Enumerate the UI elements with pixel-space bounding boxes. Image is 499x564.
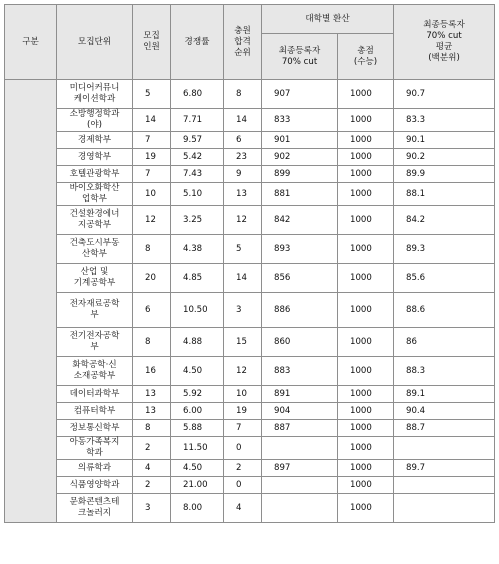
rank-cell: 12 xyxy=(224,206,262,235)
quota-cell: 7 xyxy=(133,132,171,149)
total-cell: 1000 xyxy=(338,494,394,523)
unit-cell: 식품영양학과 xyxy=(57,477,133,494)
ratio-cell: 7.71 xyxy=(171,109,224,132)
table-row xyxy=(5,437,495,460)
ratio-cell: 4.88 xyxy=(171,328,224,357)
rank-cell: 14 xyxy=(224,109,262,132)
table-row xyxy=(5,293,495,328)
unit-cell: 건설환경에너 지공학부 xyxy=(57,206,133,235)
cut-cell: 891 xyxy=(262,386,338,403)
unit-cell: 아동가족복지 학과 xyxy=(57,437,133,460)
unit-cell: 산업 및 기계공학부 xyxy=(57,264,133,293)
total-cell: 1000 xyxy=(338,264,394,293)
cut-cell: 883 xyxy=(262,357,338,386)
unit-cell: 문화콘텐츠테 크놀러지 xyxy=(57,494,133,523)
cut-cell: 907 xyxy=(262,80,338,109)
avg-cell xyxy=(394,437,495,460)
quota-cell: 8 xyxy=(133,235,171,264)
avg-cell: 89.3 xyxy=(394,235,495,264)
unit-cell: 컴퓨터학부 xyxy=(57,403,133,420)
cut-cell: 886 xyxy=(262,293,338,328)
avg-cell: 90.7 xyxy=(394,80,495,109)
rank-cell: 0 xyxy=(224,437,262,460)
admission-results-table xyxy=(4,4,495,523)
unit-cell: 경영학부 xyxy=(57,149,133,166)
ratio-cell: 4.85 xyxy=(171,264,224,293)
unit-cell: 경제학부 xyxy=(57,132,133,149)
avg-cell: 90.4 xyxy=(394,403,495,420)
ratio-cell: 5.10 xyxy=(171,183,224,206)
ratio-cell: 4.38 xyxy=(171,235,224,264)
avg-cell: 89.9 xyxy=(394,166,495,183)
table-row xyxy=(5,494,495,523)
avg-cell: 88.1 xyxy=(394,183,495,206)
header-gubun: 구분 xyxy=(5,5,57,80)
avg-cell: 88.7 xyxy=(394,420,495,437)
cut-cell xyxy=(262,437,338,460)
table-row xyxy=(5,166,495,183)
cut-cell: 842 xyxy=(262,206,338,235)
rank-cell: 2 xyxy=(224,460,262,477)
unit-cell: 데이터과학부 xyxy=(57,386,133,403)
header-quota: 모집 인원 xyxy=(133,5,171,80)
quota-cell: 19 xyxy=(133,149,171,166)
header-rank: 충원 합격 순위 xyxy=(224,5,262,80)
cut-cell: 899 xyxy=(262,166,338,183)
table-row xyxy=(5,109,495,132)
unit-cell: 전자재료공학 부 xyxy=(57,293,133,328)
quota-cell: 12 xyxy=(133,206,171,235)
ratio-cell: 6.00 xyxy=(171,403,224,420)
total-cell: 1000 xyxy=(338,293,394,328)
table-row xyxy=(5,183,495,206)
cut-cell: 881 xyxy=(262,183,338,206)
rank-cell: 3 xyxy=(224,293,262,328)
total-cell: 1000 xyxy=(338,80,394,109)
quota-cell: 8 xyxy=(133,420,171,437)
avg-cell: 88.6 xyxy=(394,293,495,328)
unit-cell: 소방행정학과 (야) xyxy=(57,109,133,132)
rank-cell: 4 xyxy=(224,494,262,523)
rank-cell: 12 xyxy=(224,357,262,386)
cut-cell: 897 xyxy=(262,460,338,477)
total-cell: 1000 xyxy=(338,386,394,403)
table-body xyxy=(5,80,495,523)
header-total: 총점 (수능) xyxy=(338,34,394,80)
total-cell: 1000 xyxy=(338,183,394,206)
cut-cell: 904 xyxy=(262,403,338,420)
quota-cell: 7 xyxy=(133,166,171,183)
header-converted-group: 대학별 환산 xyxy=(262,5,394,34)
quota-cell: 16 xyxy=(133,357,171,386)
rank-cell: 10 xyxy=(224,386,262,403)
table-row xyxy=(5,420,495,437)
quota-cell: 6 xyxy=(133,293,171,328)
total-cell: 1000 xyxy=(338,149,394,166)
total-cell: 1000 xyxy=(338,437,394,460)
header-avg: 최종등록자 70% cut 평균 (백분위) xyxy=(394,5,495,80)
quota-cell: 3 xyxy=(133,494,171,523)
avg-cell: 90.2 xyxy=(394,149,495,166)
avg-cell: 89.7 xyxy=(394,460,495,477)
rank-cell: 8 xyxy=(224,80,262,109)
ratio-cell: 3.25 xyxy=(171,206,224,235)
table-row xyxy=(5,357,495,386)
header-final70: 최종등록자 70% cut xyxy=(262,34,338,80)
table-header xyxy=(5,5,495,80)
cut-cell: 833 xyxy=(262,109,338,132)
total-cell: 1000 xyxy=(338,235,394,264)
rank-cell: 14 xyxy=(224,264,262,293)
avg-cell xyxy=(394,494,495,523)
ratio-cell: 11.50 xyxy=(171,437,224,460)
header-unit: 모집단위 xyxy=(57,5,133,80)
quota-cell: 2 xyxy=(133,477,171,494)
total-cell: 1000 xyxy=(338,357,394,386)
header-ratio: 경쟁률 xyxy=(171,5,224,80)
quota-cell: 14 xyxy=(133,109,171,132)
rank-cell: 5 xyxy=(224,235,262,264)
cut-cell: 860 xyxy=(262,328,338,357)
quota-cell: 10 xyxy=(133,183,171,206)
rank-cell: 9 xyxy=(224,166,262,183)
total-cell: 1000 xyxy=(338,132,394,149)
total-cell: 1000 xyxy=(338,420,394,437)
total-cell: 1000 xyxy=(338,403,394,420)
table-row xyxy=(5,80,495,109)
total-cell: 1000 xyxy=(338,460,394,477)
avg-cell: 83.3 xyxy=(394,109,495,132)
table-row xyxy=(5,477,495,494)
avg-cell xyxy=(394,477,495,494)
ratio-cell: 8.00 xyxy=(171,494,224,523)
avg-cell: 90.1 xyxy=(394,132,495,149)
table-row xyxy=(5,235,495,264)
cut-cell: 901 xyxy=(262,132,338,149)
table-row xyxy=(5,264,495,293)
cut-cell: 902 xyxy=(262,149,338,166)
rank-cell: 23 xyxy=(224,149,262,166)
unit-cell: 화학공학·신 소재공학부 xyxy=(57,357,133,386)
unit-cell: 건축도시부동 산학부 xyxy=(57,235,133,264)
gubun-cell xyxy=(5,80,57,523)
quota-cell: 5 xyxy=(133,80,171,109)
avg-cell: 89.1 xyxy=(394,386,495,403)
quota-cell: 13 xyxy=(133,386,171,403)
cut-cell: 856 xyxy=(262,264,338,293)
table-row xyxy=(5,206,495,235)
total-cell: 1000 xyxy=(338,328,394,357)
quota-cell: 2 xyxy=(133,437,171,460)
avg-cell: 88.3 xyxy=(394,357,495,386)
avg-cell: 85.6 xyxy=(394,264,495,293)
unit-cell: 정보통신학부 xyxy=(57,420,133,437)
table-row xyxy=(5,386,495,403)
rank-cell: 0 xyxy=(224,477,262,494)
total-cell: 1000 xyxy=(338,166,394,183)
table-row xyxy=(5,149,495,166)
total-cell: 1000 xyxy=(338,109,394,132)
quota-cell: 13 xyxy=(133,403,171,420)
unit-cell: 호텔관광학부 xyxy=(57,166,133,183)
total-cell: 1000 xyxy=(338,477,394,494)
unit-cell: 바이오화학산 업학부 xyxy=(57,183,133,206)
table-row xyxy=(5,132,495,149)
cut-cell xyxy=(262,477,338,494)
ratio-cell: 5.88 xyxy=(171,420,224,437)
ratio-cell: 5.42 xyxy=(171,149,224,166)
ratio-cell: 6.80 xyxy=(171,80,224,109)
cut-cell: 887 xyxy=(262,420,338,437)
total-cell: 1000 xyxy=(338,206,394,235)
table-row xyxy=(5,403,495,420)
rank-cell: 6 xyxy=(224,132,262,149)
rank-cell: 7 xyxy=(224,420,262,437)
quota-cell: 4 xyxy=(133,460,171,477)
ratio-cell: 4.50 xyxy=(171,460,224,477)
avg-cell: 86 xyxy=(394,328,495,357)
ratio-cell: 7.43 xyxy=(171,166,224,183)
avg-cell: 84.2 xyxy=(394,206,495,235)
rank-cell: 19 xyxy=(224,403,262,420)
quota-cell: 8 xyxy=(133,328,171,357)
quota-cell: 20 xyxy=(133,264,171,293)
ratio-cell: 9.57 xyxy=(171,132,224,149)
unit-cell: 의류학과 xyxy=(57,460,133,477)
rank-cell: 15 xyxy=(224,328,262,357)
ratio-cell: 10.50 xyxy=(171,293,224,328)
ratio-cell: 5.92 xyxy=(171,386,224,403)
cut-cell: 893 xyxy=(262,235,338,264)
unit-cell: 미디어커뮤니 케이션학과 xyxy=(57,80,133,109)
table-row xyxy=(5,460,495,477)
rank-cell: 13 xyxy=(224,183,262,206)
ratio-cell: 4.50 xyxy=(171,357,224,386)
cut-cell xyxy=(262,494,338,523)
table-row xyxy=(5,328,495,357)
ratio-cell: 21.00 xyxy=(171,477,224,494)
unit-cell: 전기전자공학 부 xyxy=(57,328,133,357)
